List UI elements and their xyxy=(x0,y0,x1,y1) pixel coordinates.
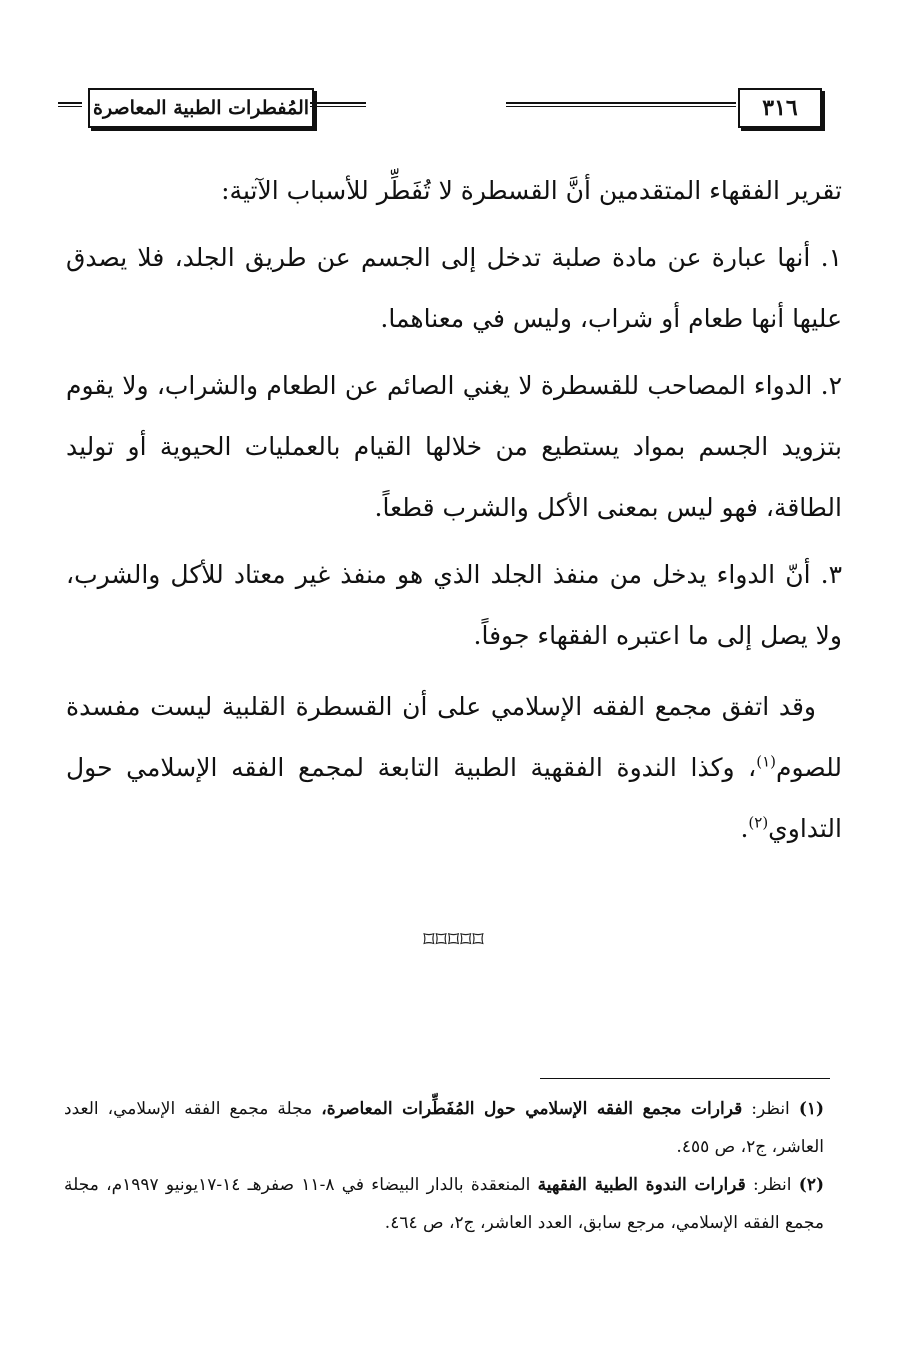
conclusion-text: ، وكذا الندوة الفقهية الطبية التابعة لمجمع الفقه الإسلامي حول التداوي xyxy=(66,753,842,843)
footnote-ref[interactable]: (١) xyxy=(756,752,777,771)
header-rule xyxy=(506,102,736,107)
page-number: ٣١٦ xyxy=(738,88,822,128)
footnote xyxy=(64,1166,824,1242)
footnote-divider xyxy=(540,1078,830,1079)
conclusion-paragraph xyxy=(66,676,842,859)
list-item: ٣. أنّ الدواء يدخل من منفذ الجلد الذي هو منفذ غير معتاد للأكل والشرب، ولا يصل إلى ما اعتبره الفقهاء جوفاً. xyxy=(66,560,842,650)
conclusion-text: وقد اتفق مجمع الفقه الإسلامي على أن القسطرة القلبية ليست مفسدة للصوم xyxy=(66,692,842,782)
footnote-text: المنعقدة بالدار البيضاء في ٨-١١ صفرهـ ١٤-١٧يونيو ١٩٩٧م، مجلة مجمع الفقه الإسلامي، مرجع سابق، العدد العاشر، ج٢، ص ٤٦٤. xyxy=(64,1175,824,1233)
footnote-title: قرارات الندوة الطبية الفقهية xyxy=(537,1175,746,1195)
header-rule xyxy=(58,102,82,107)
footnote-label: انظر: xyxy=(752,1175,792,1195)
section-ornament: ⌑⌑⌑⌑⌑ xyxy=(423,928,485,953)
footnote-title: قرارات مجمع الفقه الإسلامي حول المُفَطِّرات المعاصرة، xyxy=(321,1099,743,1119)
footnote-label: انظر: xyxy=(751,1099,790,1119)
main-text xyxy=(66,160,842,859)
footnote-ref[interactable]: (٢) xyxy=(748,813,769,832)
footnotes xyxy=(64,1090,824,1242)
footnote-number: (١) xyxy=(798,1099,825,1119)
conclusion-text: . xyxy=(740,814,749,843)
footnote xyxy=(64,1090,824,1166)
header-rule xyxy=(310,102,366,107)
running-title: المُفطرات الطبية المعاصرة xyxy=(88,88,314,128)
list-item: ٢. الدواء المصاحب للقسطرة لا يغني الصائم عن الطعام والشراب، ولا يقوم بتزويد الجسم بمواد يستطيع من خلالها القيام بالعمليات الحيوية أو توليد الطاقة، فهو ليس بمعنى الأكل والشرب قطعاً. xyxy=(66,371,842,522)
footnote-number: (٢) xyxy=(798,1175,825,1195)
intro-paragraph: تقرير الفقهاء المتقدمين أنَّ القسطرة لا تُفَطِّر للأسباب الآتية: xyxy=(221,176,842,205)
list-item: ١. أنها عبارة عن مادة صلبة تدخل إلى الجسم عن طريق الجلد، فلا يصدق عليها أنها طعام أو شراب، وليس في معناهما. xyxy=(66,243,842,333)
footnote-text: مجلة مجمع الفقه الإسلامي، العدد العاشر، ج٢، ص ٤٥٥. xyxy=(64,1099,824,1157)
page-header xyxy=(58,84,822,130)
